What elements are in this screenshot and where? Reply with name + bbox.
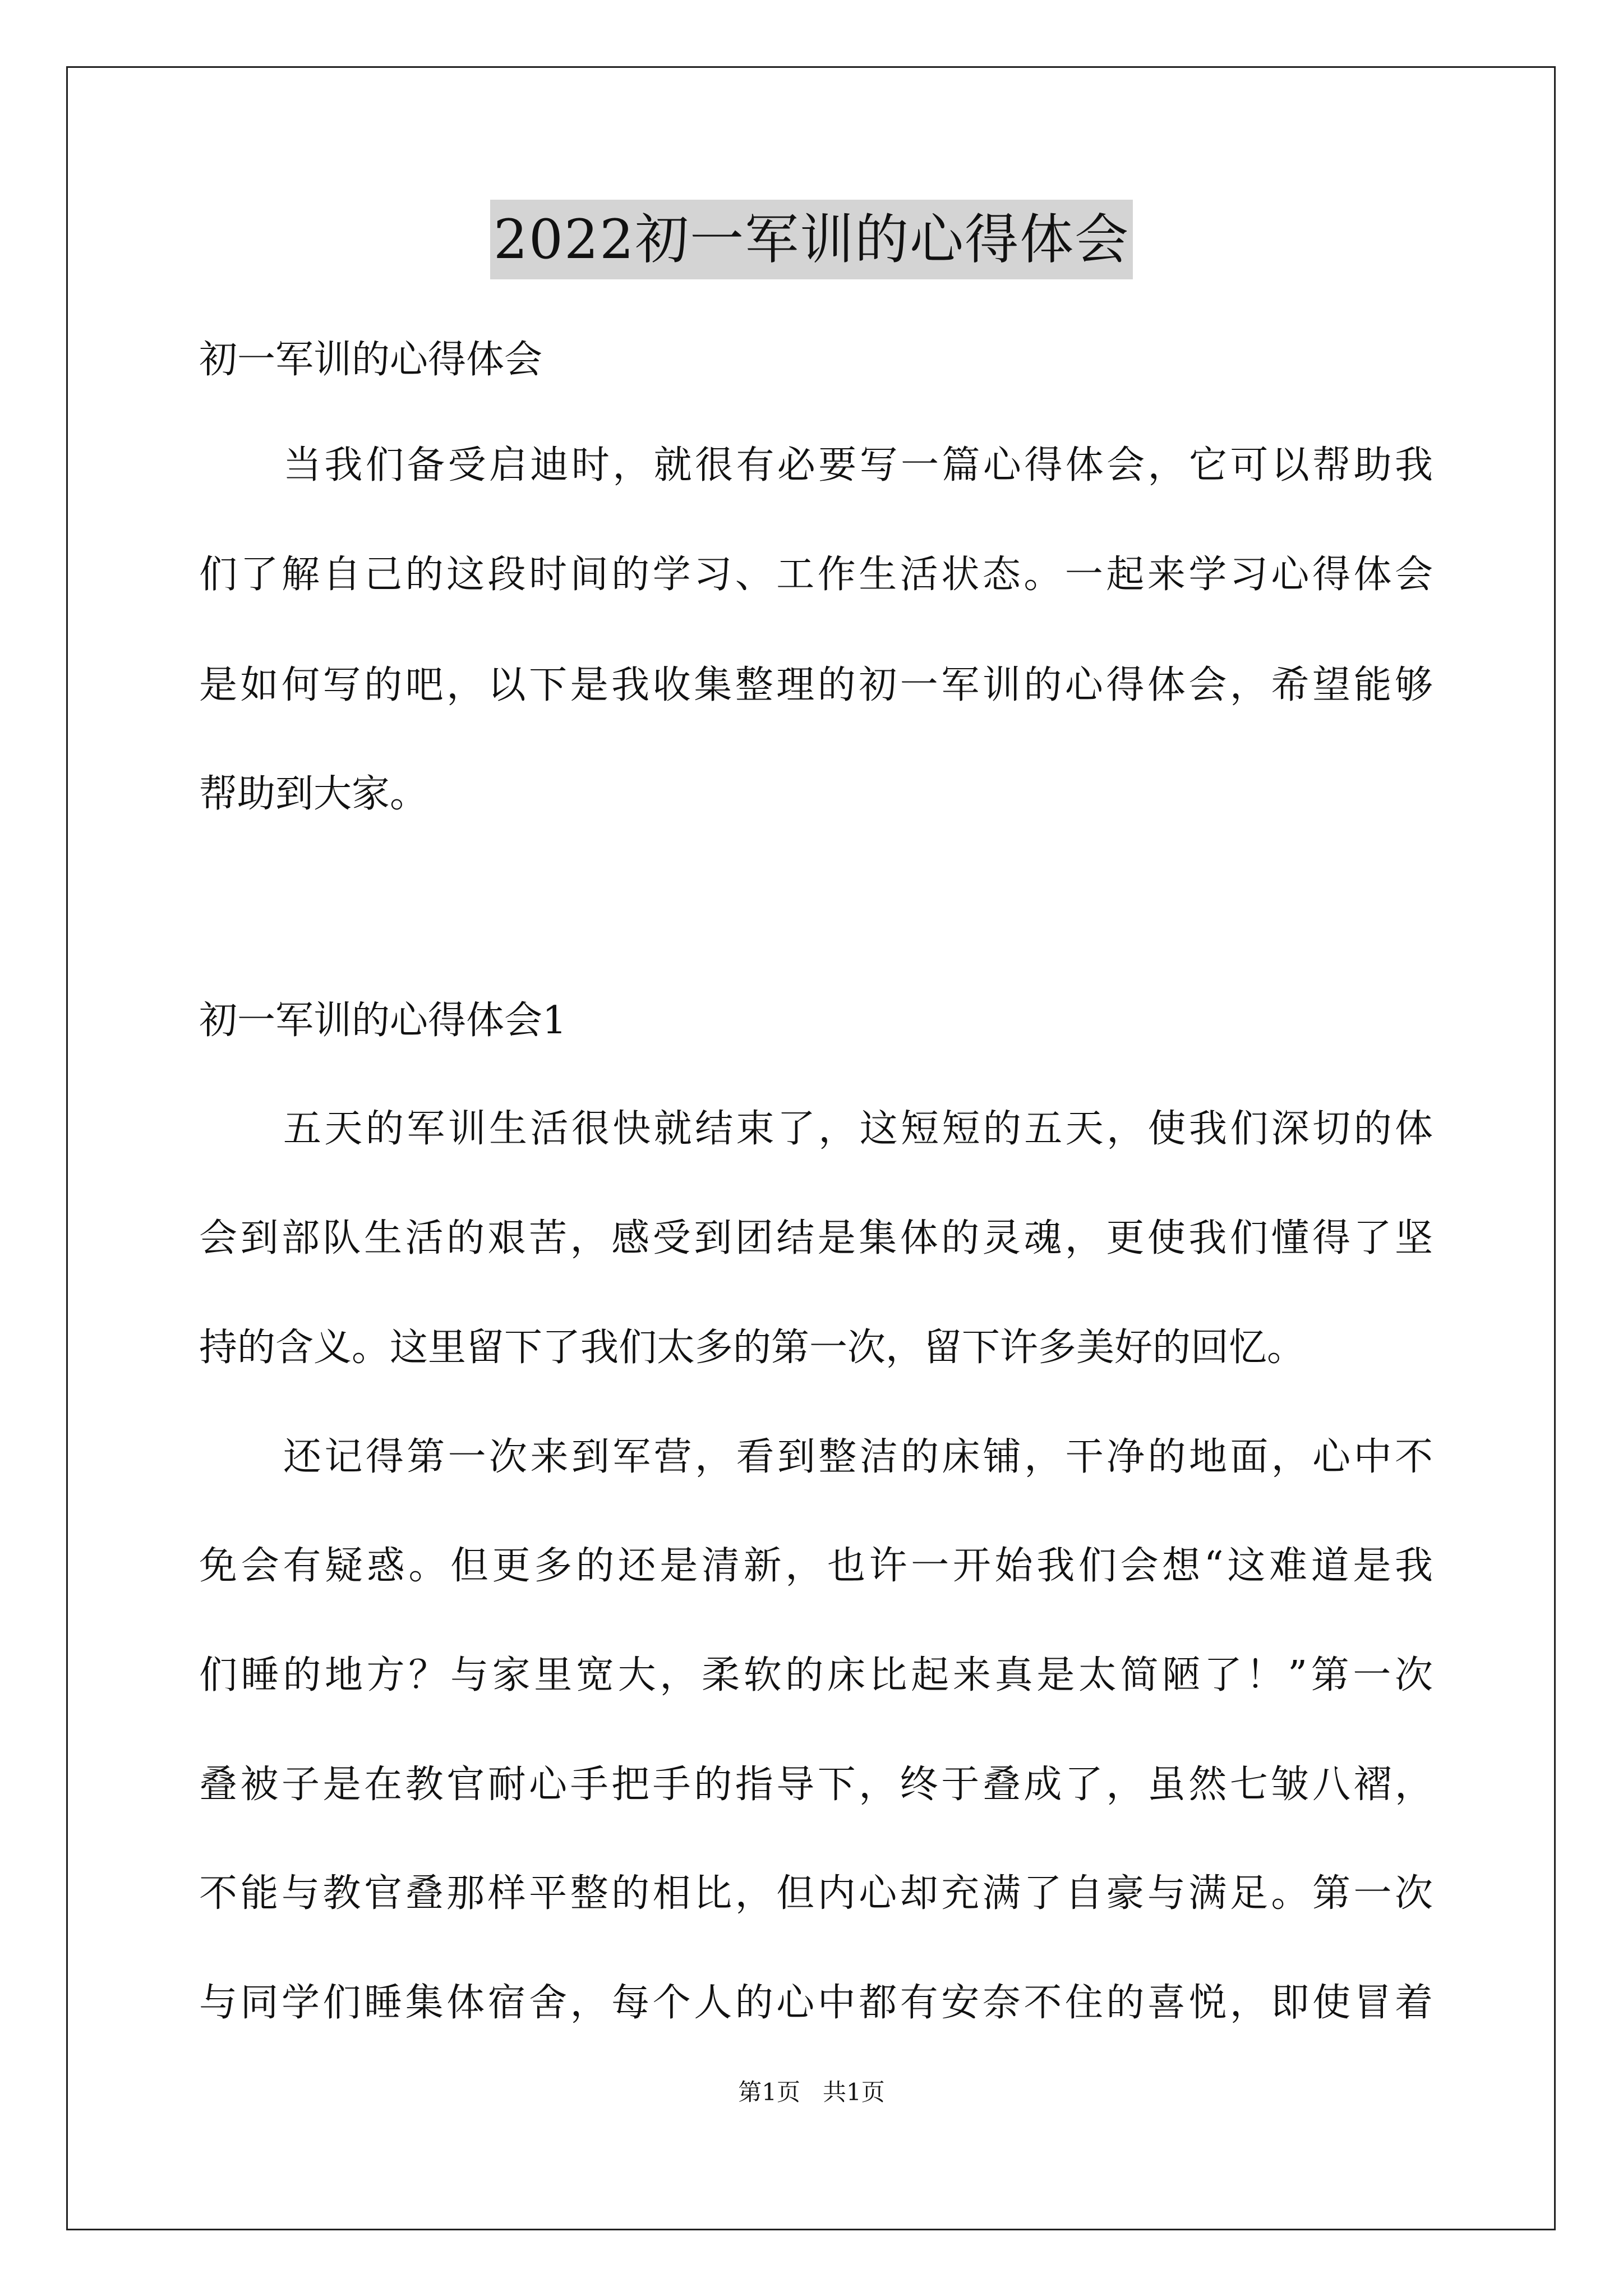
- paragraph-line: 与同学们睡集体宿舍，每个人的心中都有安奈不住的喜悦，即使冒着: [199, 1981, 1433, 2025]
- paragraph-line: 持的含义。这里留下了我们太多的第一次，留下许多美好的回忆。: [199, 1326, 1306, 1370]
- page-total: 共1页: [823, 2078, 885, 2106]
- page-number: 第1页: [738, 2078, 800, 2106]
- intro-line: 帮助到大家。: [199, 772, 428, 816]
- title-container: [0, 200, 1623, 279]
- paragraph-line: 免会有疑惑。但更多的还是清新，也许一开始我们会想“这难道是我: [199, 1544, 1433, 1588]
- paragraph-line: 五天的军训生活很快就结束了，这短短的五天，使我们深切的体: [283, 1107, 1433, 1151]
- intro-line: 们了解自己的这段时间的学习、工作生活状态。一起来学习心得体会: [199, 553, 1433, 597]
- intro-line: 是如何写的吧，以下是我收集整理的初一军训的心得体会，希望能够: [199, 663, 1433, 707]
- section-heading: 初一军训的心得体会1: [199, 999, 567, 1043]
- intro-line: 当我们备受启迪时，就很有必要写一篇心得体会，它可以帮助我: [283, 443, 1433, 487]
- document-title: 2022初一军训的心得体会: [490, 200, 1133, 279]
- paragraph-line: 们睡的地方？与家里宽大，柔软的床比起来真是太简陋了！”第一次: [199, 1653, 1433, 1697]
- paragraph-line: 还记得第一次来到军营，看到整洁的床铺，干净的地面，心中不: [283, 1435, 1433, 1479]
- page-footer: [0, 2076, 1623, 2109]
- paragraph-line: 不能与教官叠那样平整的相比，但内心却充满了自豪与满足。第一次: [199, 1871, 1433, 1916]
- paragraph-line: 会到部队生活的艰苦，感受到团结是集体的灵魂，更使我们懂得了坚: [199, 1216, 1433, 1260]
- subtitle: 初一军训的心得体会: [199, 338, 543, 382]
- paragraph-line: 叠被子是在教官耐心手把手的指导下，终于叠成了，虽然七皱八褶，: [199, 1763, 1433, 1807]
